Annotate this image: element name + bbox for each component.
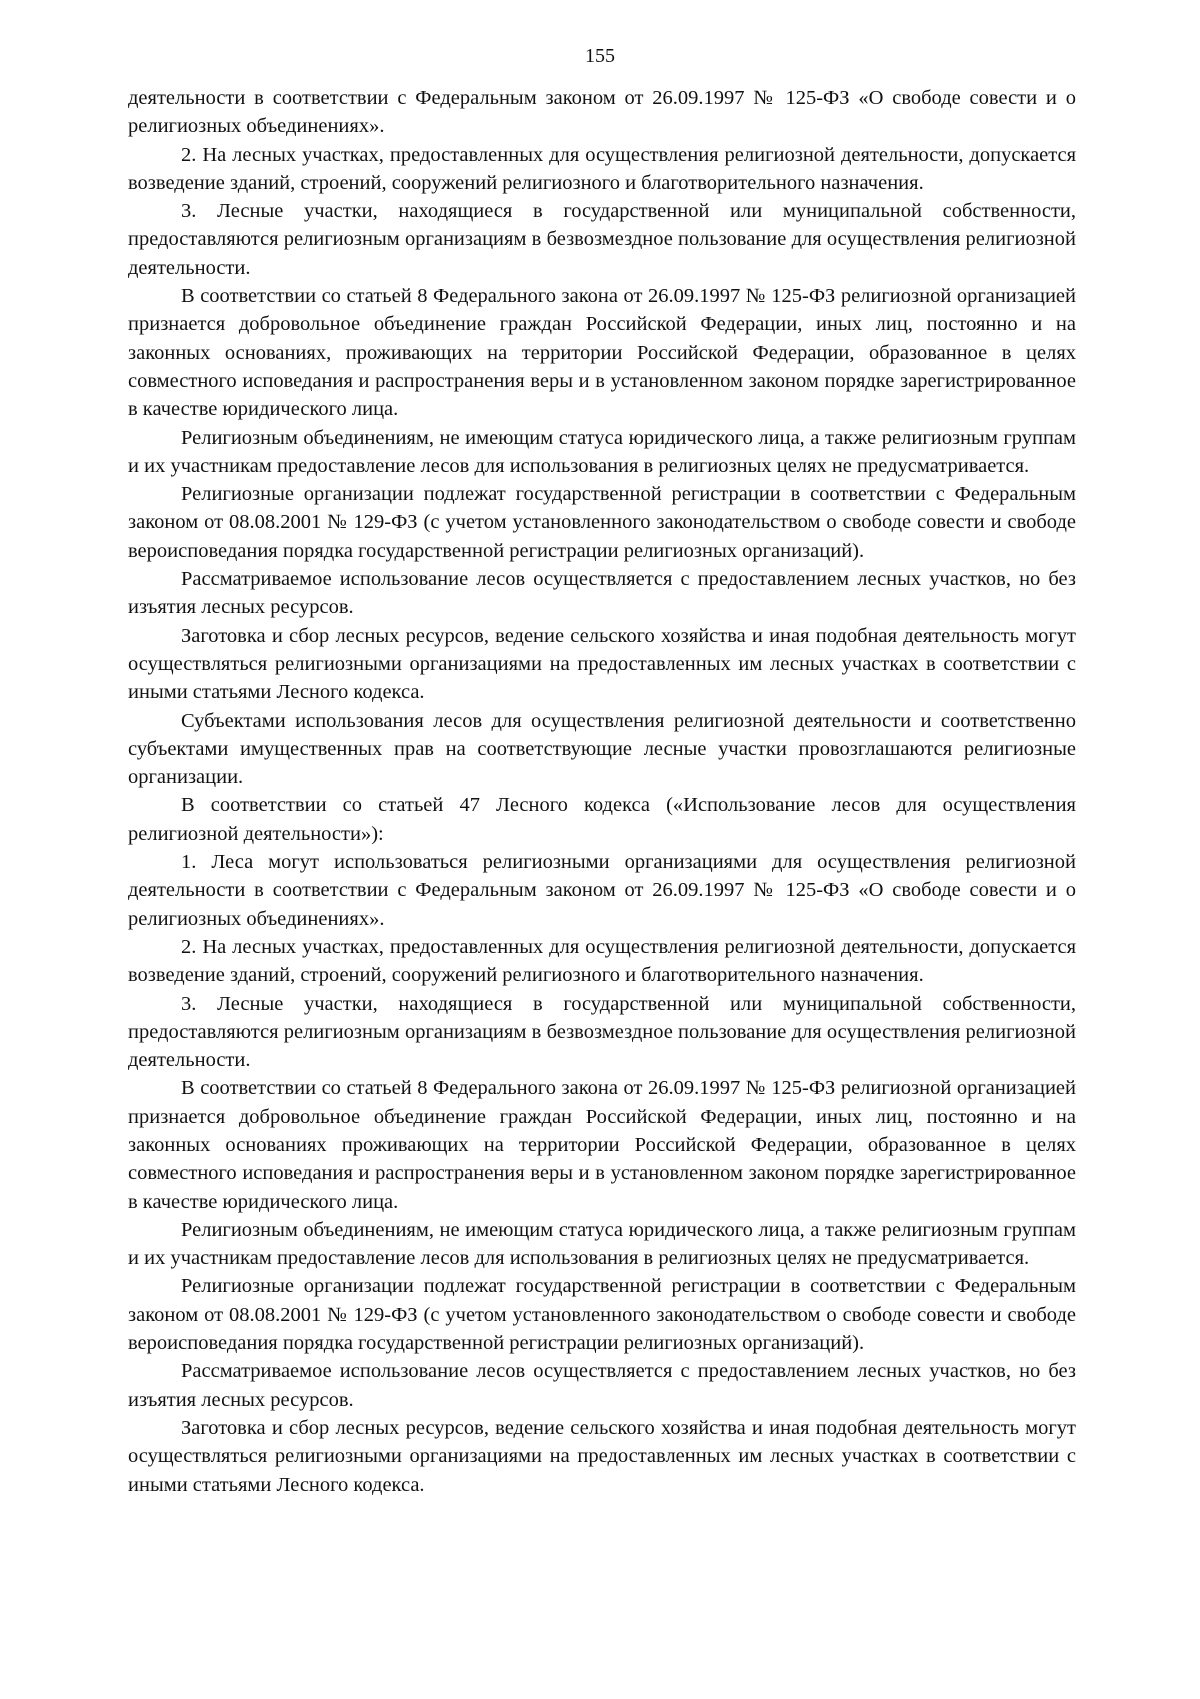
paragraph: В соответствии со статьей 8 Федерального закона от 26.09.1997 № 125-ФЗ религиозной организацией признается добровольное объединение граждан Российской Федерации, иных лиц, постоянно и на законных основаниях, проживающих на территории Российской Федерации, образованное в целях совместного исповедания и распространения веры и в установленном законом порядке зарегистрированное в качестве юридического лица. <box>128 285 1076 421</box>
paragraph: Религиозные организации подлежат государственной регистрации в соответствии с Федеральным законом от 08.08.2001 № 129-ФЗ (с учетом установленного законодательством о свободе совести и свободе вероисповедания порядка государственной регистрации религиозных организаций). <box>128 1275 1076 1355</box>
paragraph: 2. На лесных участках, предоставленных для осуществления религиозной деятельности, допускается возведение зданий, строений, сооружений религиозного и благотворительного назначения. <box>128 935 1076 987</box>
paragraph: 2. На лесных участках, предоставленных для осуществления религиозной деятельности, допускается возведение зданий, строений, сооружений религиозного и благотворительного назначения. <box>128 143 1076 194</box>
paragraph: 3. Лесные участки, находящиеся в государственной или муниципальной собственности, предоставляются религиозным организациям в безвозмездное пользование для осуществления религиозной деятельности. <box>128 200 1076 279</box>
paragraph: деятельности в соответствии с Федеральным законом от 26.09.1997 № 125-ФЗ «О свободе совести и о религиозных объединениях». <box>128 87 1076 138</box>
paragraph: Заготовка и сбор лесных ресурсов, ведение сельского хозяйства и иная подобная деятельность могут осуществляться религиозными организациями на предоставленных им лесных участках в соответствии с иными статьями Лесного кодекса. <box>128 1416 1076 1496</box>
paragraph: Рассматриваемое использование лесов осуществляется с предоставлением лесных участков, но без изъятия лесных ресурсов. <box>128 1360 1076 1411</box>
body-text <box>128 84 1076 1499</box>
paragraph: 3. Лесные участки, находящиеся в государственной или муниципальной собственности, предоставляются религиозным организациям в безвозмездное пользование для осуществления религиозной деятельности. <box>128 992 1076 1072</box>
paragraph: 1. Леса могут использоваться религиозными организациями для осуществления религиозной деятельности в соответствии с Федеральным законом от 26.09.1997 № 125-ФЗ «О свободе совести и о религиозных объединениях». <box>128 851 1076 930</box>
page-number: 155 <box>585 45 615 67</box>
paragraph: Религиозные организации подлежат государственной регистрации в соответствии с Федеральным законом от 08.08.2001 № 129-ФЗ (с учетом установленного законодательством о свободе совести и свободе вероисповедания порядка государственной регистрации религиозных организаций). <box>128 483 1076 562</box>
paragraph: Заготовка и сбор лесных ресурсов, ведение сельского хозяйства и иная подобная деятельность могут осуществляться религиозными организациями на предоставленных им лесных участках в соответствии с иными статьями Лесного кодекса. <box>128 624 1076 704</box>
paragraph: Религиозным объединениям, не имеющим статуса юридического лица, а также религиозным группам и их участникам предоставление лесов для использования в религиозных целях не предусматривается. <box>128 1218 1076 1270</box>
paragraph: Рассматриваемое использование лесов осуществляется с предоставлением лесных участков, но без изъятия лесных ресурсов. <box>128 568 1076 619</box>
paragraph: В соответствии со статьей 8 Федерального закона от 26.09.1997 № 125-ФЗ религиозной организацией признается добровольное объединение граждан Российской Федерации, иных лиц, постоянно и на законных основаниях проживающих на территории Российской Федерации, образованное в целях совместного исповедания и распространения веры и в установленном законом порядке зарегистрированное в качестве юридического лица. <box>128 1077 1076 1213</box>
paragraph: В соответствии со статьей 47 Лесного кодекса («Использование лесов для осуществления религиозной деятельности»): <box>128 794 1076 845</box>
paragraph: Религиозным объединениям, не имеющим статуса юридического лица, а также религиозным группам и их участникам предоставление лесов для использования в религиозных целях не предусматривается. <box>128 426 1076 477</box>
paragraph: Субъектами использования лесов для осуществления религиозной деятельности и соответственно субъектами имущественных прав на соответствующие лесные участки провозглашаются религиозные организации. <box>128 709 1076 789</box>
